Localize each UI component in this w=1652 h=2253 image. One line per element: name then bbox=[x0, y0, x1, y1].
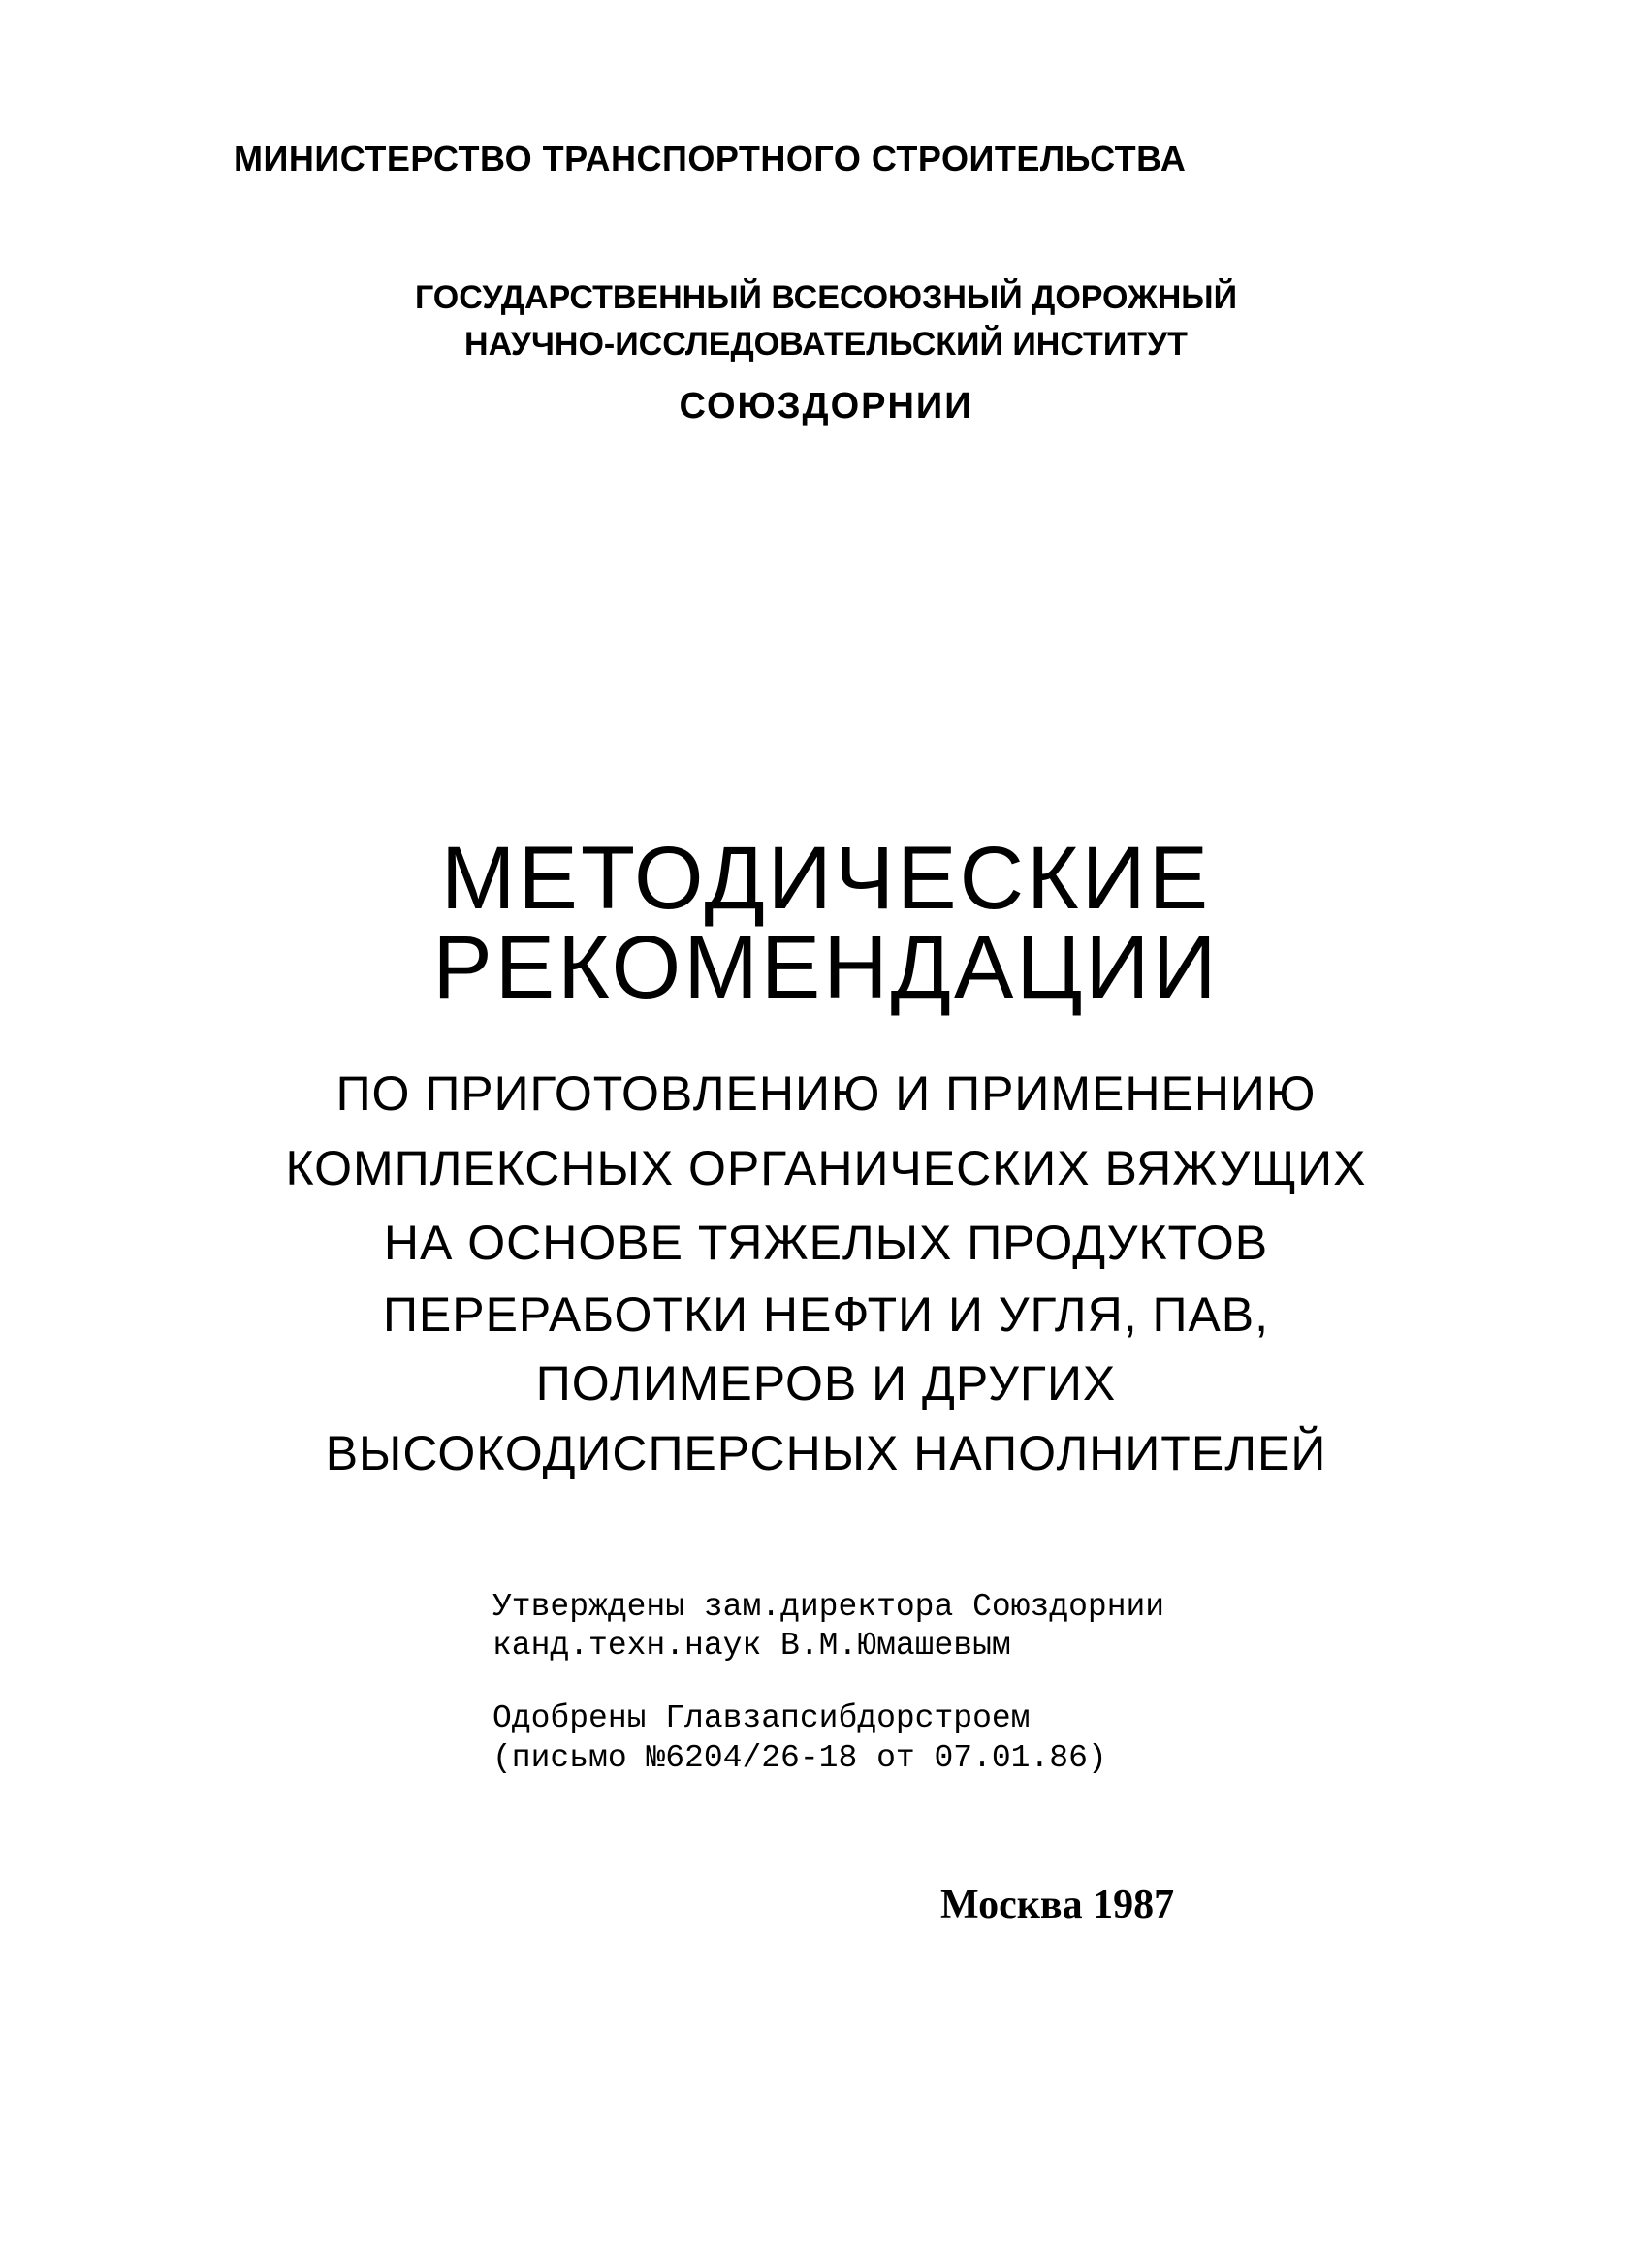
subtitle-line-3: НА ОСНОВЕ ТЯЖЕЛЫХ ПРОДУКТОВ bbox=[383, 1216, 1269, 1270]
document-title-line-2: РЕКОМЕНДАЦИИ bbox=[432, 918, 1220, 1017]
subtitle-line-4: ПЕРЕРАБОТКИ НЕФТИ И УГЛЯ, ПАВ, bbox=[382, 1287, 1270, 1342]
endorsed-by-line-1: Одобрены Главзапсибдорстроем bbox=[492, 1700, 1031, 1736]
subtitle-line-2: КОМПЛЕКСНЫХ ОРГАНИЧЕСКИХ ВЯЖУЩИХ bbox=[285, 1141, 1367, 1195]
subtitle-line-6: ВЫСОКОДИСПЕРСНЫХ НАПОЛНИТЕЛЕЙ bbox=[325, 1426, 1327, 1480]
subtitle-line-5: ПОЛИМЕРОВ И ДРУГИХ bbox=[535, 1356, 1117, 1411]
institute-line-1: ГОСУДАРСТВЕННЫЙ ВСЕСОЮЗНЫЙ ДОРОЖНЫЙ bbox=[414, 279, 1238, 316]
institute-short-name: СОЮЗДОРНИИ bbox=[679, 386, 973, 427]
endorsed-by-line-2: (письмо №6204/26-18 от 07.01.86) bbox=[492, 1740, 1107, 1776]
approved-by-line-2: канд.техн.наук В.М.Юмашевым bbox=[492, 1628, 1011, 1664]
ministry-heading: МИНИСТЕРСТВО ТРАНСПОРТНОГО СТРОИТЕЛЬСТВА bbox=[234, 139, 1187, 178]
approved-by-line-1: Утверждены зам.директора Союздорнии bbox=[492, 1589, 1165, 1625]
document-title-line-1: МЕТОДИЧЕСКИЕ bbox=[440, 829, 1212, 928]
institute-line-2: НАУЧНО-ИССЛЕДОВАТЕЛЬСКИЙ ИНСТИТУТ bbox=[464, 326, 1188, 363]
subtitle-line-1: ПО ПРИГОТОВЛЕНИЮ И ПРИМЕНЕНИЮ bbox=[335, 1066, 1317, 1121]
place-and-year: Москва 1987 bbox=[940, 1883, 1175, 1927]
